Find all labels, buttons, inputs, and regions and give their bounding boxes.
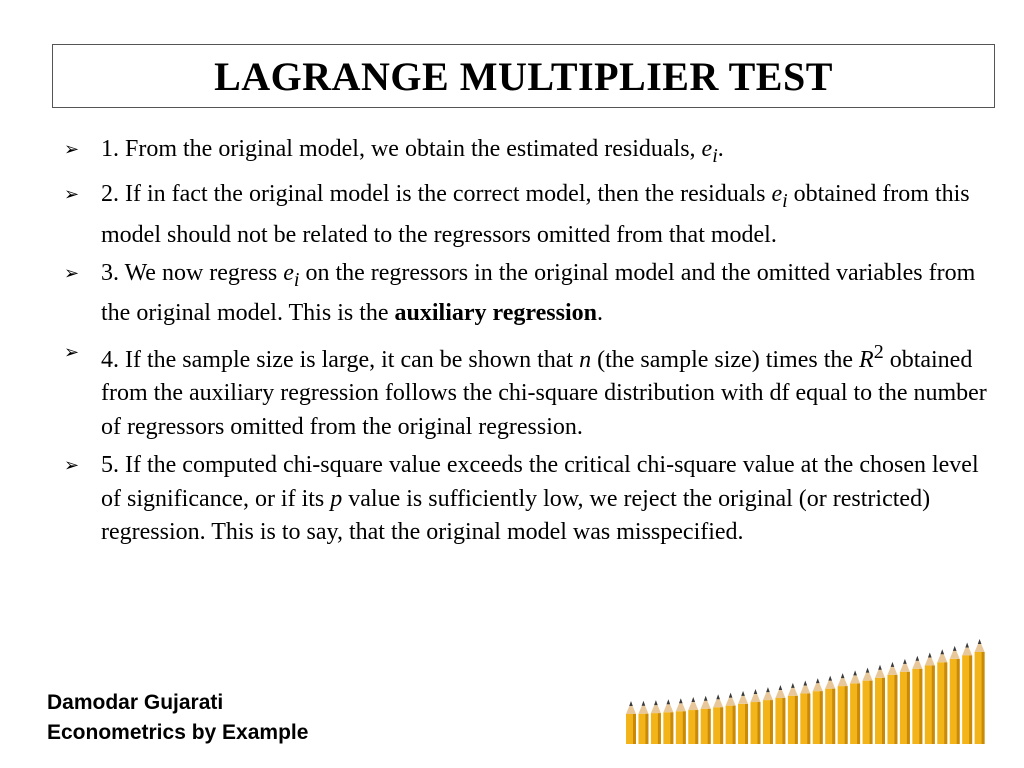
- pencil-icon: [912, 656, 922, 744]
- pencil-icon: [676, 698, 686, 744]
- p-value-symbol: p: [330, 485, 343, 512]
- pencil-icon: [701, 696, 711, 744]
- pencil-icon: [900, 659, 910, 744]
- pencil-icon: [838, 673, 848, 744]
- pencils-illustration: [624, 626, 986, 744]
- pencil-icon: [975, 639, 985, 744]
- bullet-item-3: [64, 257, 994, 331]
- bullet-item-1: [64, 133, 994, 173]
- bullet-item-2: [64, 178, 994, 252]
- pencil-icon: [763, 687, 773, 744]
- pencil-icon: [937, 649, 947, 744]
- pencil-icon: [726, 693, 736, 744]
- bullet-text-end: obtained from the auxiliary regression follows the chi-square distribution with df equal to the number of regressors omitted from the original regression.: [101, 346, 987, 440]
- bullet-item-5: [64, 449, 994, 550]
- pencil-icon: [738, 691, 748, 744]
- r-squared-exponent: 2: [873, 340, 884, 363]
- residual-symbol: e: [283, 260, 294, 287]
- pencil-icon: [626, 701, 636, 744]
- pencil-icon: [751, 689, 761, 744]
- bullet-text: 1. From the original model, we obtain the estimated residuals,: [101, 136, 702, 162]
- footer-book: Econometrics by Example: [47, 721, 309, 744]
- pencil-icon: [638, 701, 648, 744]
- pencil-icon: [825, 676, 835, 744]
- pencils-icon: [624, 626, 986, 744]
- title-box: [52, 44, 995, 108]
- pencil-icon: [788, 683, 798, 744]
- arrow-bullet-icon: ➢: [64, 263, 80, 285]
- sample-size-symbol: n: [579, 346, 592, 373]
- bullet-text-mid: (the sample size) times the: [591, 346, 860, 373]
- r-squared-symbol: R: [859, 346, 874, 373]
- arrow-bullet-icon: ➢: [64, 184, 80, 206]
- residual-symbol: e: [701, 136, 713, 162]
- bullet-text-end: .: [596, 300, 603, 327]
- bullet-text-end: value is sufficiently low, we reject the original (or restricted) regression. This is to say, that the original model was misspecified.: [101, 485, 931, 546]
- bullet-text-end: obtained from this model should not be related to the regressors omitted from that model.: [101, 181, 970, 248]
- residual-subscript: i: [293, 268, 300, 291]
- pencil-icon: [850, 670, 860, 744]
- pencil-icon: [925, 653, 935, 744]
- bullet-item-4: [64, 336, 994, 445]
- pencil-icon: [651, 700, 661, 744]
- pencil-icon: [775, 685, 785, 744]
- bullet-text: 4. If the sample size is large, it can be shown that: [101, 346, 580, 373]
- auxiliary-regression-term: auxiliary regression: [394, 300, 597, 327]
- bullet-text-mid: on the regressors in the original model and the omitted variables from the original model. This is the: [101, 260, 976, 327]
- bullet-text: 3. We now regress: [101, 260, 284, 287]
- bullet-text: 5. If the computed chi-square value exceeds the critical chi-square value at the chosen level of significance, or if its: [101, 452, 979, 512]
- pencil-icon: [663, 699, 673, 744]
- arrow-bullet-icon: ➢: [64, 455, 80, 477]
- pencil-icon: [962, 643, 972, 744]
- residual-subscript: i: [712, 144, 718, 167]
- pencil-icon: [887, 662, 897, 744]
- bullet-list: [64, 133, 994, 555]
- footer: [47, 688, 308, 748]
- residual-symbol: e: [771, 181, 783, 208]
- pencil-icon: [688, 697, 698, 744]
- bullet-text: 2. If in fact the original model is the correct model, then the residuals: [101, 181, 772, 208]
- slide-title: LAGRANGE MULTIPLIER TEST: [214, 53, 833, 99]
- pencil-icon: [800, 681, 810, 744]
- residual-subscript: i: [782, 190, 788, 213]
- pencil-icon: [863, 668, 873, 744]
- arrow-bullet-icon: ➢: [64, 341, 80, 363]
- pencil-icon: [950, 646, 960, 744]
- pencil-icon: [875, 665, 885, 744]
- pencil-icon: [813, 678, 823, 744]
- bullet-text-end: .: [717, 136, 724, 162]
- arrow-bullet-icon: ➢: [64, 139, 80, 160]
- footer-author: Damodar Gujarati: [47, 691, 224, 714]
- pencil-icon: [713, 694, 723, 744]
